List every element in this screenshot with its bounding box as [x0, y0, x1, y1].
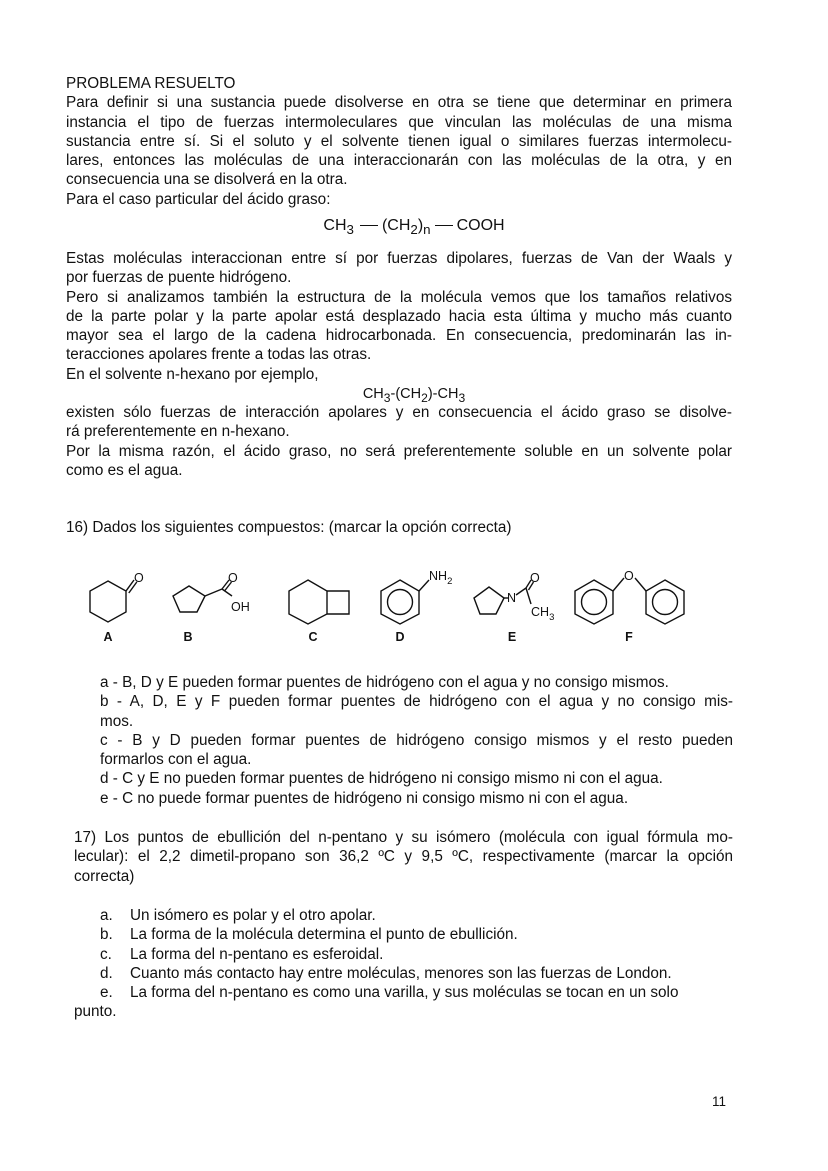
option-a[interactable]: a - B, D y E pueden formar puentes de hidrógeno con el agua y no consigo mismos.: [100, 674, 669, 691]
atom-label: $CH_3$: [531, 605, 555, 623]
structure-f: [575, 578, 684, 624]
atom-label: O: [624, 569, 634, 583]
q17-stem-line: correcta): [74, 867, 135, 885]
structure-label-c: C: [308, 630, 318, 644]
intro-line: instancia el tipo de fuerzas intermoleculares que vinculan las moléculas de una misma: [66, 113, 732, 131]
q17-stem-line: 17) Los puntos de ebullición del n-pentano y su isómero (molécula con igual fórmula mo-: [74, 829, 733, 846]
question-16-options: [100, 673, 733, 808]
question-17-options: [74, 906, 733, 1022]
intro-line: consecuencia una se disolverá en la otra.: [66, 171, 348, 189]
q17-option-a[interactable]: a. Un isómero es polar y el otro apolar.: [100, 907, 376, 924]
structure-label-a: A: [103, 630, 113, 644]
question-17-stem: [74, 828, 733, 886]
q17-option-c[interactable]: c. La forma del n-pentano es esferoidal.: [100, 945, 384, 963]
structure-c: [289, 580, 349, 624]
option-e[interactable]: e - C no puede formar puentes de hidrógeno ni consigo mismo ni con el agua.: [100, 789, 629, 807]
option-c-cont: formarlos con el agua.: [100, 751, 252, 769]
hexane-conclusion-block: [66, 403, 732, 480]
structure-d: [381, 580, 429, 624]
analysis-line: mayor sea el largo de la cadena hidrocarbonada. En consecuencia, predominarán las in-: [66, 327, 732, 345]
option-c[interactable]: c - B y D pueden formar puentes de hidrógeno consigo mismos y el resto pueden: [100, 731, 733, 749]
q17-option-e[interactable]: e. La forma del n-pentano es como una varilla, y sus moléculas se tocan en un solo: [100, 984, 679, 1002]
q17-option-e-cont: punto.: [74, 1003, 117, 1021]
analysis-line: Pero si analizamos también la estructura de la molécula vemos que los tamaños relativos: [66, 288, 732, 306]
compound-structures: [0, 560, 828, 650]
structure-label-e: E: [507, 630, 517, 644]
fatty-acid-formula: $CH_3$ $(CH_2)_n$ COOH: [323, 217, 505, 238]
interaction-line: por fuerzas de puente hidrógeno.: [66, 269, 292, 287]
structure-b: [173, 580, 232, 612]
interaction-block: [66, 249, 732, 384]
water-line: como es el agua.: [66, 461, 183, 479]
q17-option-b[interactable]: b. La forma de la molécula determina el punto de ebullición.: [100, 926, 518, 944]
hexane-line: rá preferentemente en n-hexano.: [66, 423, 290, 441]
section-title: PROBLEMA RESUELTO: [66, 75, 236, 92]
intro-line: lares, entonces las moléculas de una interaccionarán con las moléculas de la otra, y en: [66, 152, 732, 170]
analysis-line: teracciones apolares frente a todas las otras.: [66, 346, 372, 364]
resolved-problem-block: [66, 74, 732, 209]
option-d[interactable]: d - C y E no pueden formar puentes de hidrógeno ni consigo mismo ni con el agua.: [100, 770, 663, 788]
hexane-intro: En el solvente n-hexano por ejemplo,: [66, 365, 319, 383]
option-b[interactable]: b - A, D, E y F pueden formar puentes de hidrógeno con el agua y no consigo mis-: [100, 693, 733, 711]
interaction-line: Estas moléculas interaccionan entre sí por fuerzas dipolares, fuerzas de Van der Waals y: [66, 250, 732, 267]
atom-label: O: [228, 571, 238, 585]
structure-label-f: F: [625, 630, 633, 644]
q17-stem-line: lecular): el 2,2 dimetil-propano son 36,2 ºC y 9,5 ºC, respectivamente (marcar la opción: [74, 848, 733, 866]
atom-label: N: [507, 591, 517, 605]
intro-line: sustancia entre sí. Si el soluto y el solvente tienen igual o similares fuerzas intermolecu-: [66, 132, 732, 150]
hexane-formula: $CH_3-(CH_2)-CH_3$: [362, 386, 466, 405]
atom-label: OH: [231, 600, 250, 614]
structure-a: [90, 580, 137, 622]
atom-label: $NH_2$: [429, 569, 453, 587]
question-16-title: 16) Dados los siguientes compuestos: (marcar la opción correcta): [66, 519, 512, 536]
structure-label-d: D: [395, 630, 405, 644]
option-b-cont: mos.: [100, 712, 134, 730]
water-line: Por la misma razón, el ácido graso, no será preferentemente soluble en un solvente polar: [66, 442, 732, 460]
structure-e: [474, 580, 534, 614]
atom-label: O: [134, 571, 144, 585]
q17-option-d[interactable]: d. Cuanto más contacto hay entre moléculas, menores son las fuerzas de London.: [100, 964, 672, 982]
atom-label: O: [530, 571, 540, 585]
analysis-line: de la parte polar y la parte apolar está desplazado hacia esta última y mucho más cuanto: [66, 307, 732, 325]
fatty-acid-intro: Para el caso particular del ácido graso:: [66, 190, 331, 208]
intro-line: Para definir si una sustancia puede disolverse en otra se tiene que determinar en primera: [66, 94, 732, 112]
structure-label-b: B: [183, 630, 193, 644]
page-number: 11: [712, 1094, 727, 1109]
hexane-line: existen sólo fuerzas de interacción apolares y en consecuencia el ácido graso se disolve-: [66, 404, 732, 421]
